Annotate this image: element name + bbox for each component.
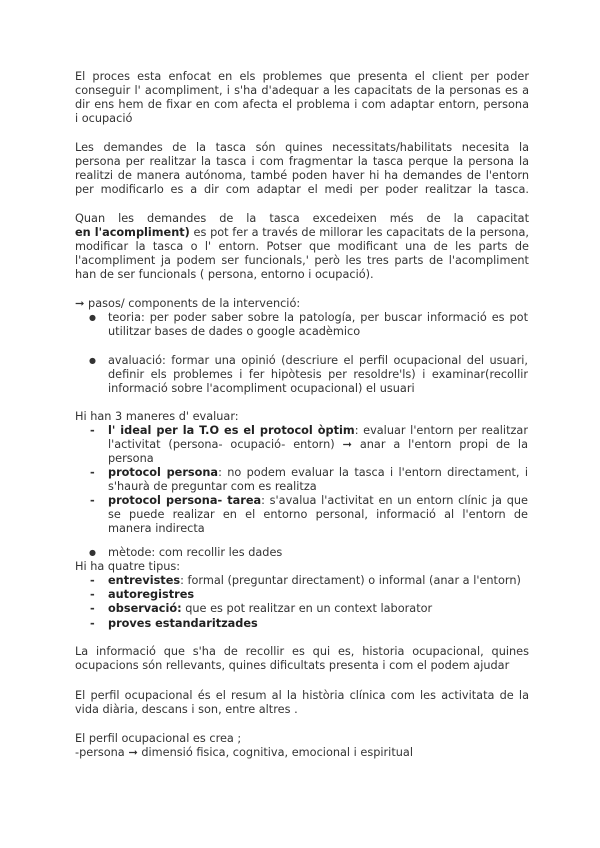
bullet-teoria [108,311,528,339]
dash-protocol-tarea [108,494,528,536]
tipus-title [75,560,529,574]
text-line: ➞ pasos/ components de la intervenció: [75,297,301,310]
text-line: per modificarlo es a dir com adaptar el medi per poder realitzar la tasca. [75,183,529,196]
text-line [108,574,528,588]
text-run: Quan les demandes de la tasca excedeixen més de la capacitat [75,212,529,225]
text-line [108,588,528,602]
text-line: Hi han 3 maneres d' evaluar: [75,410,239,423]
text-line: Hi ha quatre tipus: [75,560,181,573]
text-line: persona [108,452,154,465]
text-line: manera indirecta [108,522,205,535]
text-line: persona per realitzar la tasca i com fragmentar la tasca perque la persona la [75,155,529,168]
dash-entrevistes [108,574,528,588]
bold-text: autoregistres [108,588,195,601]
components-title [75,297,529,311]
text-line [75,226,529,240]
text-line [75,212,529,226]
paragraph-perfil [75,689,529,717]
text-run: : s'avalua l'activitat en un entorn clínic ja que [261,494,528,507]
paragraph-crea [75,732,529,760]
dash-proves [108,617,528,631]
paragraph-quan [75,212,529,282]
text-line [108,466,528,480]
paragraph-demandes [75,141,529,197]
text-line: realitzi de manera autónoma, també poden haver hi ha demandes de l'entorn [75,169,529,182]
text-line: utilitzar bases de dades o google acadèmico [108,325,361,338]
text-run: : no podem evaluar la tasca i l'entorn directament, i [218,466,528,479]
text-line: ● avaluació: formar una opinió (descriure el perfil ocupacional del usuari, [108,354,528,367]
paragraph-informacio [75,645,529,673]
text-line [108,602,528,616]
text-line: i ocupació [75,112,133,125]
bold-text: entrevistes [108,574,181,587]
bold-text: proves estandaritzades [108,617,258,630]
text-line: El perfil ocupacional es crea ; [75,732,242,745]
text-line: modificar la tasca o l' entorn. Potser que modificant una de les parts de [75,240,529,253]
text-line: El perfil ocupacional és el resum al la història clínica com les activitata de la [75,689,529,702]
text-line: vida diària, descans i son, entre altres . [75,703,298,716]
bold-text: protocol persona [108,466,219,479]
text-run: que es pot realitzar en un context laborator [181,602,433,615]
text-line: El proces esta enfocat en els problemes que presenta el client per poder [75,70,529,83]
text-line: se puede realizar en el entorno personal, informació al l'entorn de [108,508,528,521]
text-line [108,424,528,438]
bold-text: en l'acompliment) [75,226,190,239]
bullet-avaluacio [108,354,528,396]
text-line: l'activitat (persona- ocupació- entorn) ➞ anar a l'entorn propi de la [108,438,528,451]
text-line: Les demandes de la tasca són quines necessitats/habilitats necesita la [75,141,529,154]
paragraph-process [75,70,529,126]
text-line: ● teoria: per poder saber sobre la patología, per buscar informació es pot [108,311,528,324]
text-line [108,617,528,631]
text-line: s'haurà de preguntar com es realitza [108,480,317,493]
bold-text: l' ideal per la T.O es el protocol òptim [108,424,355,437]
dash-protocol-optim [108,424,528,466]
text-line: La informació que s'ha de recollir es qui es, historia ocupacional, quines [75,645,529,658]
text-line: conseguir l' acompliment, i s'ha d'adequar a les capacitats de la personas es a [75,84,529,97]
dash-observacio [108,602,528,616]
text-line: definir els problemes i fer hipòtesis per resoldre'ls) i examinar(recollir [108,368,528,381]
text-line: ocupacions són rellevants, quines dificultats presenta i com el podem ajudar [75,659,510,672]
text-line: l'acompliment ja podem ser funcionals,' però les tres parts de l'acompliment [75,254,529,267]
bullet-metode [108,546,528,560]
bold-text: protocol persona- tarea [108,494,262,507]
text-line: han de ser funcionals ( persona, entorno i ocupació). [75,268,374,281]
bold-text: observació: [108,602,182,615]
text-line [108,494,528,508]
avaluar-title [75,410,529,424]
text-line: dir ens hem de fixar en com afecta el problema i com adaptar entorn, persona [75,98,529,111]
text-run: : formal (preguntar directament) o informal (anar a l'entorn) [180,574,521,587]
dash-protocol-persona [108,466,528,494]
dash-autoregistres [108,588,528,602]
text-line: ● mètode: com recollir les dades [108,546,283,559]
text-run: es pot fer a través de millorar les capacitats de la persona, [193,226,529,239]
text-run: : evaluar l'entorn per realitzar [354,424,528,437]
text-line: informació sobre l'acompliment ocupacional) el usuari [108,382,415,395]
text-line: -persona ➞ dimensió fisica, cognitiva, emocional i espiritual [75,746,413,759]
